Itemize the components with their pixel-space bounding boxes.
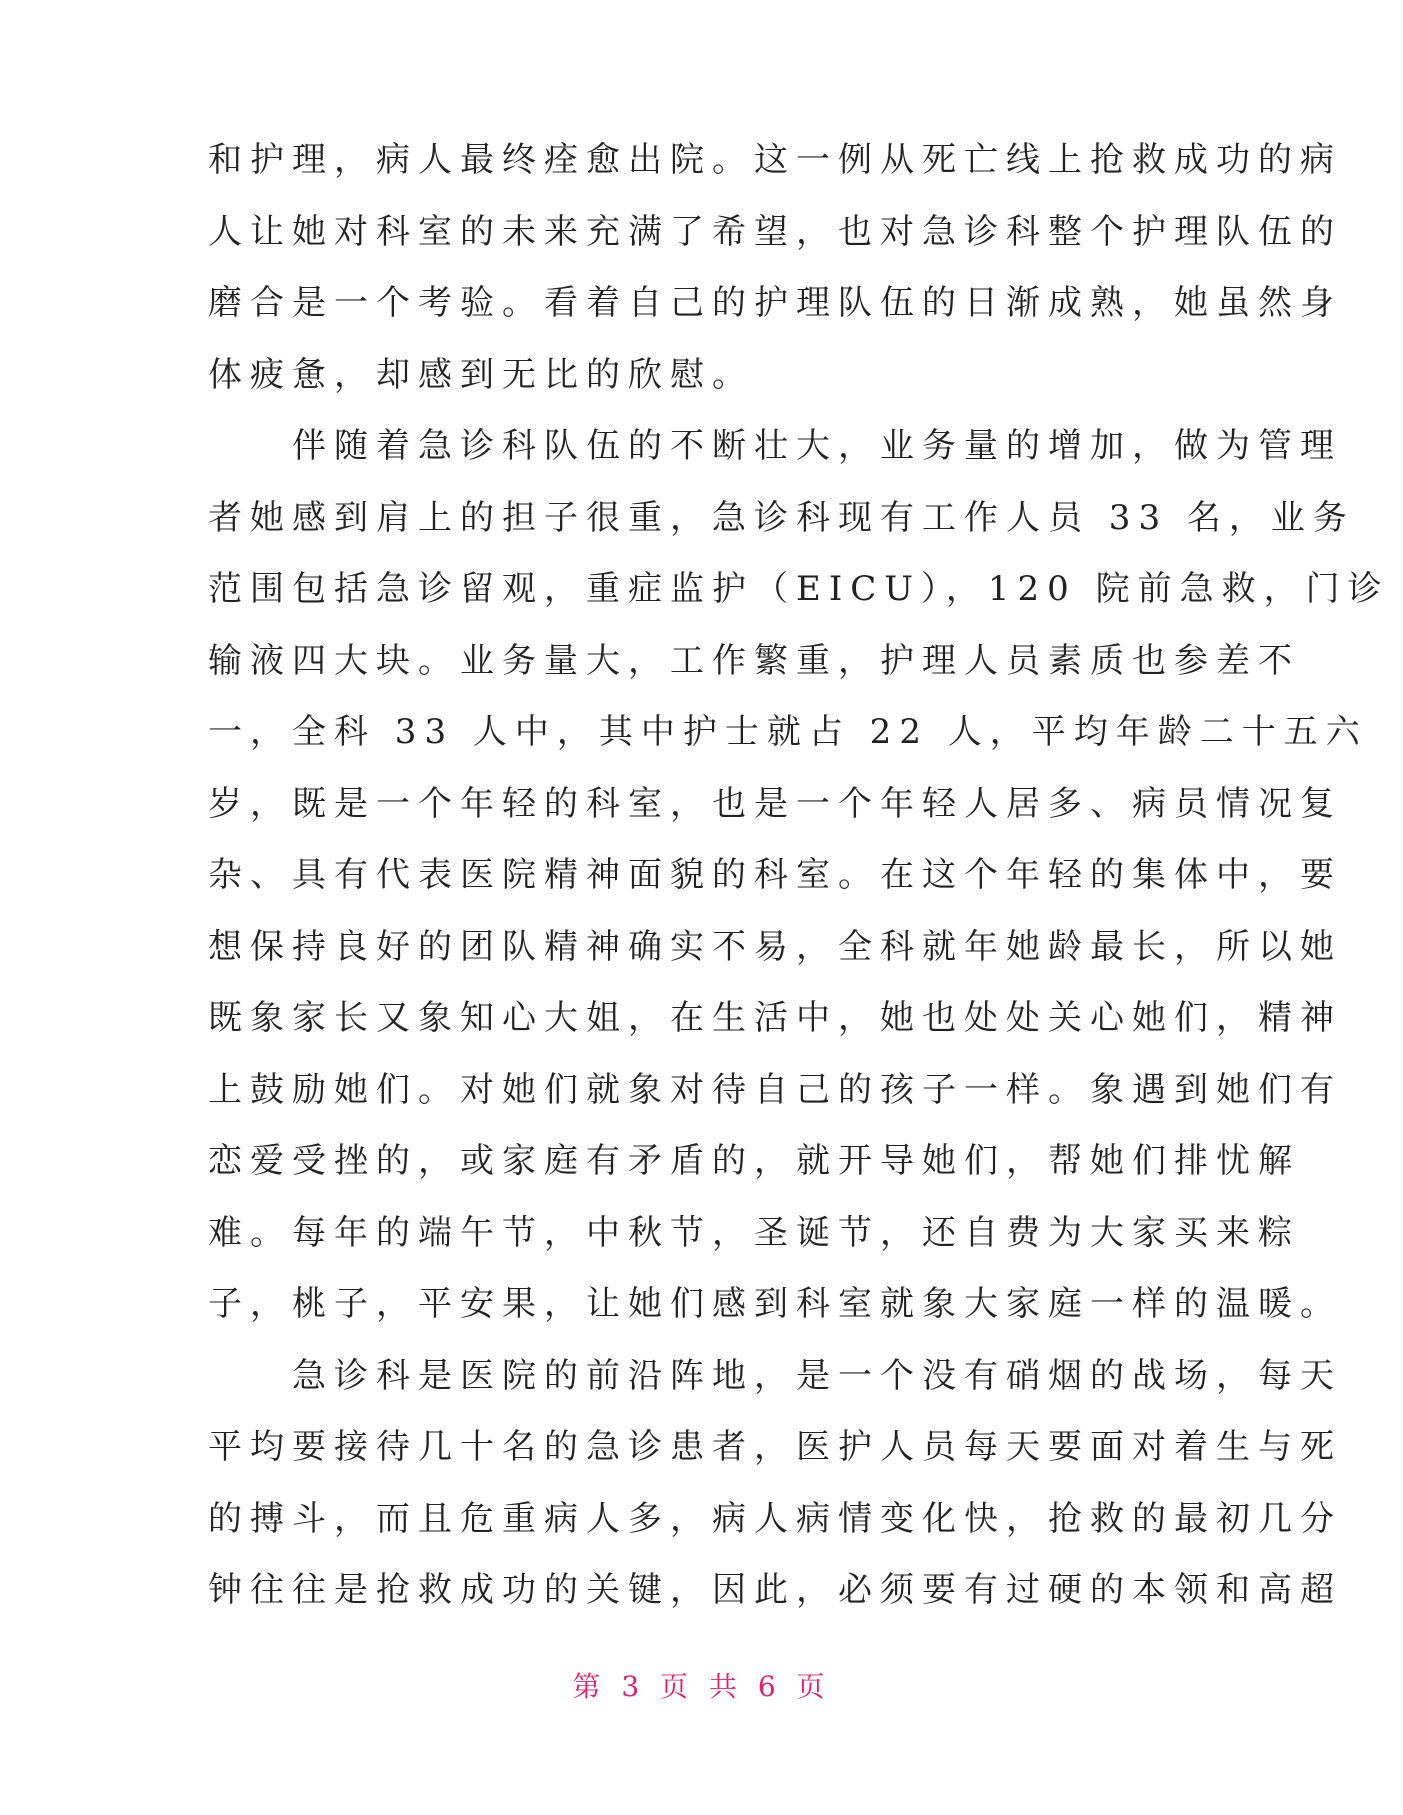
text-line: 岁，既是一个年轻的科室，也是一个年轻人居多、病员情况复	[208, 783, 1342, 824]
text-line: 平均要接待几十名的急诊患者，医护人员每天要面对着生与死	[208, 1427, 1342, 1467]
text-line: 钟往往是抢救成功的关键，因此，必须要有过硬的本领和高超	[208, 1570, 1342, 1610]
text-line: 和护理，病人最终痊愈出院。这一例从死亡线上抢救成功的病	[208, 140, 1342, 180]
text-line: 难。每年的端午节，中秋节，圣诞节，还自费为大家买来粽	[208, 1212, 1300, 1253]
text-line: 急诊科是医院的前沿阵地，是一个没有硝烟的战场，每天	[208, 1355, 1342, 1396]
text-line: 的搏斗，而且危重病人多，病人病情变化快，抢救的最初几分	[208, 1498, 1342, 1539]
text-line: 想保持良好的团队精神确实不易，全科就年她龄最长，所以她	[208, 926, 1342, 967]
text-line: 人让她对科室的未来充满了希望，也对急诊科整个护理队伍的	[208, 211, 1342, 252]
body-text	[208, 125, 1390, 1627]
text-line: 恋爱受挫的，或家庭有矛盾的，就开导她们，帮她们排忧解	[208, 1141, 1300, 1181]
text-line: 范围包括急诊留观，重症监护（EICU），120 院前急救，门诊	[208, 569, 1390, 609]
text-line: 输液四大块。业务量大，工作繁重，护理人员素质也参差不	[208, 640, 1300, 681]
text-line: 一，全科 33 人中，其中护士就占 22 人，平均年龄二十五六	[208, 712, 1368, 752]
text-line: 既象家长又象知心大姐，在生活中，她也处处关心她们，精神	[208, 998, 1342, 1038]
text-line: 伴随着急诊科队伍的不断壮大，业务量的增加，做为管理	[208, 426, 1342, 466]
page-number-footer: 第 3 页 共 6 页	[572, 1670, 831, 1703]
text-line: 上鼓励她们。对她们就象对待自己的孩子一样。象遇到她们有	[208, 1069, 1342, 1110]
text-line: 者她感到肩上的担子很重，急诊科现有工作人员 33 名，业务	[208, 497, 1355, 538]
text-line: 子，桃子，平安果，让她们感到科室就象大家庭一样的温暖。	[208, 1284, 1342, 1324]
text-line: 磨合是一个考验。看着自己的护理队伍的日渐成熟，她虽然身	[208, 283, 1342, 323]
text-line: 体疲惫，却感到无比的欣慰。	[208, 354, 754, 395]
text-line: 杂、具有代表医院精神面貌的科室。在这个年轻的集体中，要	[208, 855, 1342, 895]
